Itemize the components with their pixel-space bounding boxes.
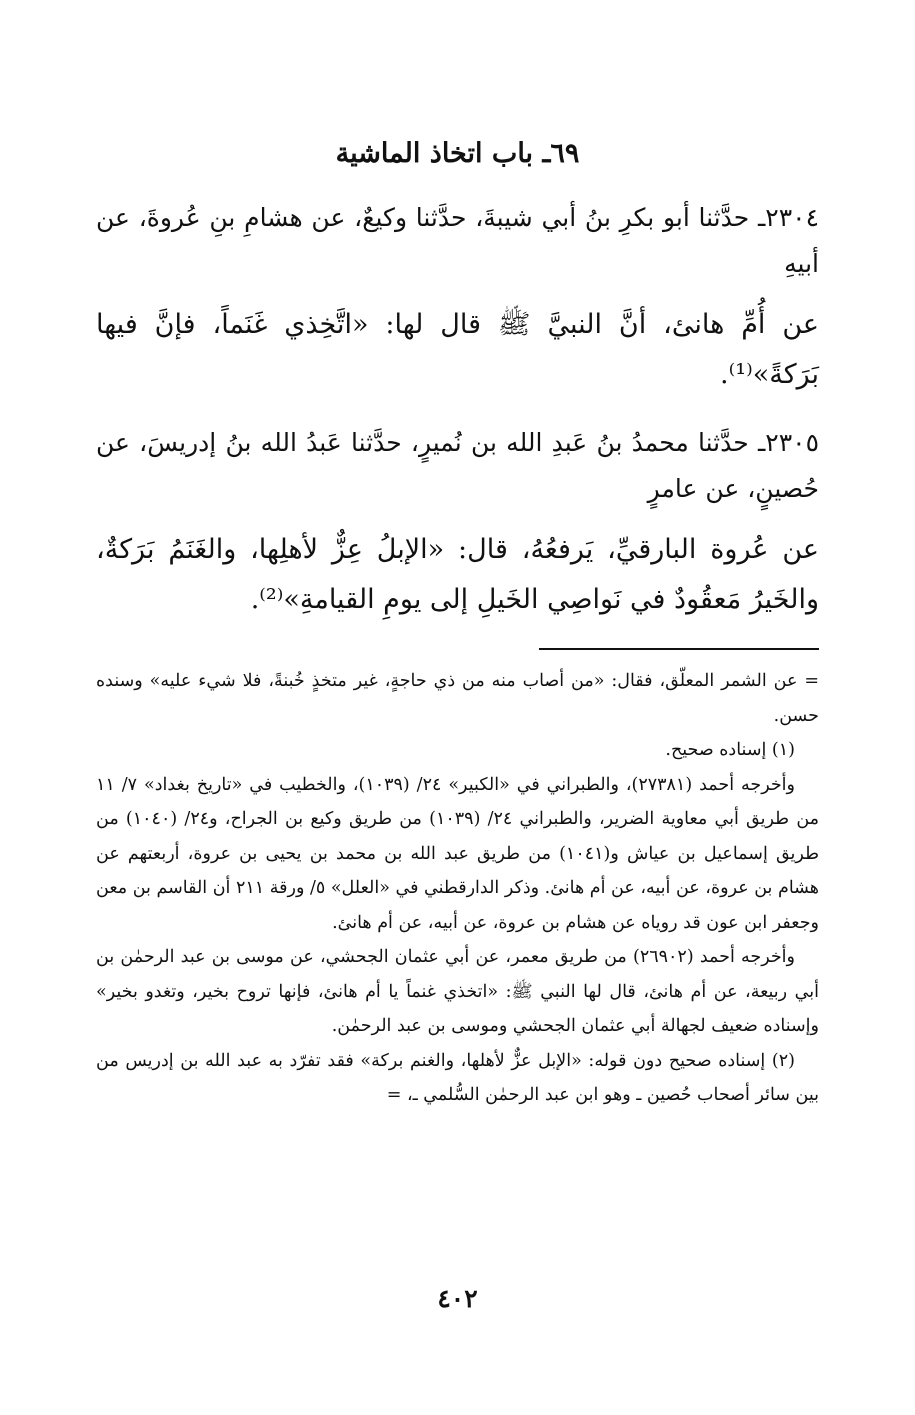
hadith-2304-matn-block bbox=[96, 300, 819, 400]
footnote-2: (٢) إسناده صحيح دون قوله: «الإبل عزٌّ لأهلها، والغنم بركة» فقد تفرّد به عبد الله بن إدريس من بين سائر أصحاب حُصين ـ وهو ابن عبد الرحمٰن السُّلمي ـ، = bbox=[96, 1050, 819, 1105]
hadith-2305-isnad-block bbox=[96, 420, 819, 512]
footnote-1-label: (١) إسناده صحيح. bbox=[665, 740, 795, 760]
hadith-2304-isnad-block bbox=[96, 195, 819, 287]
footnotes-section bbox=[96, 664, 819, 1113]
footnote-continuation: = عن الشمر المعلّق، فقال: «من أصاب منه من ذي حاجةٍ، غير متخذٍ خُبنةً، فلا شيء عليه» وسنده حسن. bbox=[96, 671, 819, 726]
hadith-2305-matn: عن عُروة البارقيِّ، يَرفعُهُ، قال: «الإبلُ عِزٌّ لأهلِها، والغَنَمُ بَرَكةٌ، والخَيرُ مَعقُودٌ في نَواصِي الخَيلِ إلى يومِ القيامةِ»⁽²⁾. bbox=[96, 534, 819, 615]
footnote-1-paragraph-1: وأخرجه أحمد (٢٧٣٨١)، والطبراني في «الكبير» ٢٤/ (١٠٣٩)، والخطيب في «تاريخ بغداد» ٧/ ١١ من طريق أبي معاوية الضرير، والطبراني ٢٤/ (١٠٣٩) من طريق وكيع بن الجراح، و٢٤/ (١٠٤٠) من طريق إسماعيل بن عياش و(١٠٤١) من طريق عبد الله بن محمد بن يحيى بن عروة، أربعتهم عن هشام بن عروة، عن أبيه، عن أم هانئ. وذكر الدارقطني في «العلل» ٥/ ورقة ٢١١ أن القاسم بن معن وجعفر ابن عون قد روياه عن هشام بن عروة، عن أبيه، عن أم هانئ. bbox=[96, 774, 820, 933]
hadith-2305-matn-block bbox=[96, 525, 819, 625]
footnote-1-paragraph-2: وأخرجه أحمد (٢٦٩٠٢) من طريق معمر، عن أبي عثمان الجحشي، عن موسى بن عبد الرحمٰن بن أبي ربيعة، عن أم هانئ، قال لها النبي ﷺ: «اتخذي غنماً يا أم هانئ، فإنها تروح بخير، وتغدو بخير» وإسناده ضعيف لجهالة أبي عثمان الجحشي وموسى بن عبد الرحمٰن. bbox=[96, 947, 819, 1036]
hadith-2304-matn: عن أُمِّ هانئ، أنَّ النبيَّ ﷺ قال لها: «اتَّخِذي غَنَماً، فإنَّ فيها بَرَكةً»⁽¹⁾. bbox=[96, 309, 819, 390]
hadith-2304-isnad: ٢٣٠٤ـ حدَّثنا أبو بكرِ بنُ أبي شيبةَ، حدَّثنا وكيعٌ، عن هشامِ بنِ عُروةَ، عن أبيهِ bbox=[96, 203, 819, 278]
hadith-2305-isnad: ٢٣٠٥ـ حدَّثنا محمدُ بنُ عَبدِ الله بن نُميرٍ، حدَّثنا عَبدُ الله بنُ إدريسَ، عن حُصينٍ، عن عامرٍ bbox=[96, 428, 819, 503]
footnote-separator bbox=[539, 648, 819, 650]
page-number: ٤٠٢ bbox=[437, 1284, 478, 1313]
chapter-title: ٦٩ـ باب اتخاذ الماشية bbox=[335, 138, 580, 169]
